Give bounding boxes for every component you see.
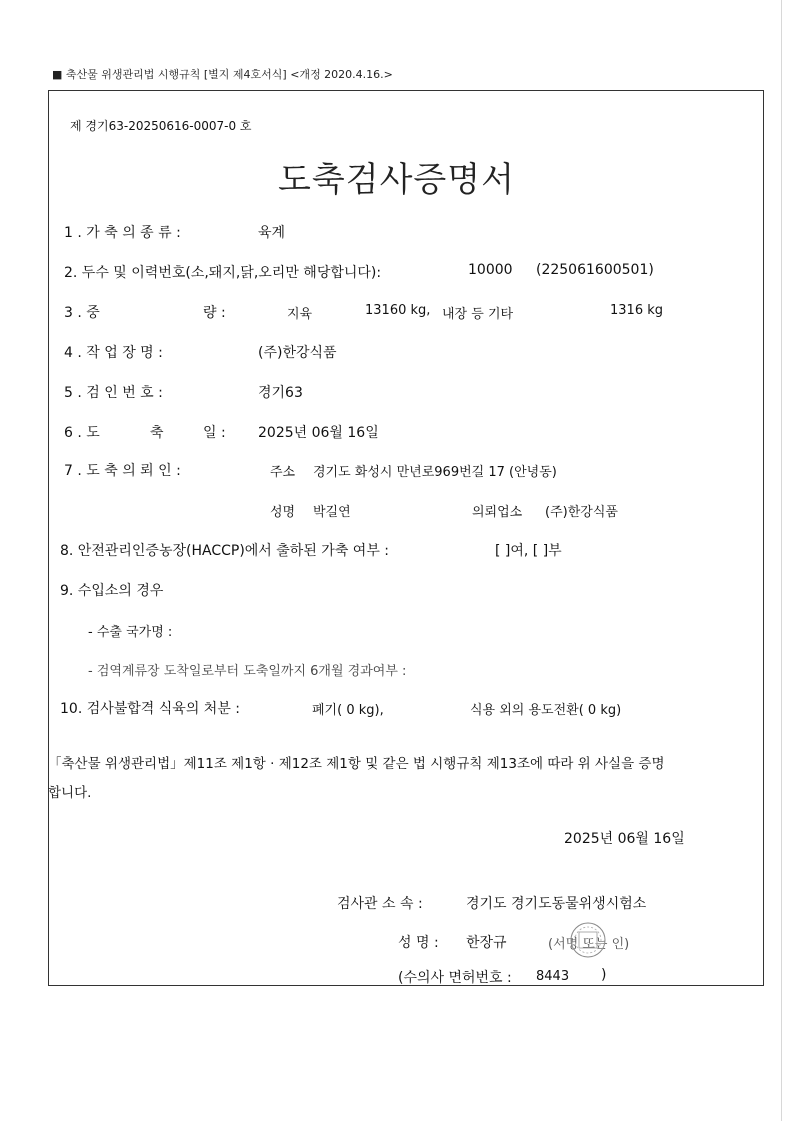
- row8-label: 8. 안전관리인증농장(HACCP)에서 출하된 가축 여부 :: [60, 543, 390, 559]
- row5-value: 경기63: [258, 385, 303, 401]
- row9-export-country: - 수출 국가명 :: [88, 625, 173, 640]
- row7-name-value: 박길연: [313, 505, 351, 520]
- inspector-name-value: 한장규: [466, 935, 507, 951]
- license-label: (수의사 면허번호 :: [398, 970, 512, 986]
- row10-conversion: 식용 외의 용도전환( 0 kg): [470, 703, 622, 718]
- row2-label: 2. 두수 및 이력번호(소,돼지,닭,오리만 해당합니다):: [64, 265, 382, 281]
- official-seal-icon: [547, 920, 629, 960]
- row3-offal-label: 내장 등 기타: [442, 307, 514, 322]
- row3-offal-value: 1316 kg: [610, 303, 663, 318]
- row6-label-b: 축: [150, 425, 164, 441]
- row2-trace-number: (225061600501): [536, 262, 654, 278]
- row10-disposal: 폐기( 0 kg),: [312, 703, 384, 718]
- row4-value: (주)한강식품: [258, 345, 337, 361]
- row3-carcass-label: 지육: [287, 307, 313, 322]
- statement-line1: 「축산물 위생관리법」제11조 제1항 · 제12조 제1항 및 같은 법 시행규칙 제13조에 따라 위 사실을 증명: [48, 756, 665, 772]
- row5-label: 5 . 검 인 번 호 :: [64, 385, 163, 401]
- row8-haccp-checkbox: [ ]여, [ ]부: [495, 543, 562, 559]
- row9-quarantine-check: - 검역계류장 도착일로부터 도축일까지 6개월 경과여부 :: [88, 664, 407, 679]
- inspector-org-value: 경기도 경기도동물위생시험소: [466, 896, 647, 912]
- row6-label-a: 6 . 도: [64, 425, 100, 441]
- row9-label: 9. 수입소의 경우: [60, 583, 164, 599]
- license-number: 8443: [536, 969, 570, 984]
- page-title: 도축검사증명서: [278, 160, 515, 200]
- row6-label-c: 일 :: [203, 425, 226, 441]
- row2-count: 10000: [468, 262, 513, 278]
- issue-date: 2025년 06월 16일: [564, 831, 685, 847]
- row6-value: 2025년 06월 16일: [258, 425, 379, 441]
- statement-line2: 합니다.: [48, 785, 92, 801]
- license-close: ): [601, 967, 607, 983]
- row7-business-value: (주)한강식품: [545, 505, 618, 520]
- row1-label: 1 . 가 축 의 종 류 :: [64, 225, 181, 241]
- row3-carcass-value: 13160 kg,: [365, 303, 431, 318]
- row4-label: 4 . 작 업 장 명 :: [64, 345, 163, 361]
- row10-label: 10. 검사불합격 식육의 처분 :: [60, 701, 241, 717]
- row7-label: 7 . 도 축 의 뢰 인 :: [64, 463, 181, 479]
- certificate-number: 제 경기63-20250616-0007-0 호: [70, 119, 252, 133]
- row7-business-label: 의뢰업소: [472, 505, 523, 520]
- row7-address-value: 경기도 화성시 만년로969번길 17 (안녕동): [313, 465, 557, 480]
- row7-name-label: 성명: [270, 505, 296, 520]
- inspector-seal-text: (서명 또는 인): [548, 937, 630, 952]
- inspector-org-label: 검사관 소 속 :: [337, 896, 423, 912]
- row7-address-label: 주소: [270, 465, 296, 480]
- inspector-name-label: 성 명 :: [398, 935, 439, 951]
- form-header: ■ 축산물 위생관리법 시행규칙 [별지 제4호서식] <개정 2020.4.16.>: [52, 68, 393, 81]
- row3-label-a: 3 . 중: [64, 305, 100, 321]
- row1-value: 육계: [258, 225, 286, 241]
- row3-label-b: 량 :: [203, 305, 226, 321]
